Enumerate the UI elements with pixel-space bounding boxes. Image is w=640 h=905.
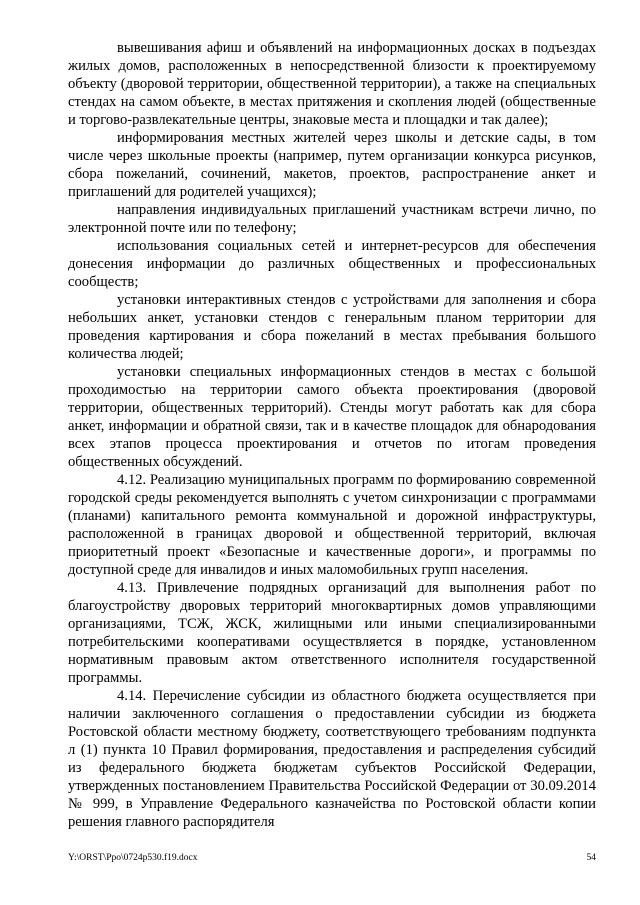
page-footer bbox=[68, 853, 596, 864]
paragraph: направления индивидуальных приглашений участникам встречи лично, по электронной почте или по телефону; bbox=[68, 202, 596, 236]
paragraph-4-12: 4.12. Реализацию муниципальных программ по формированию современной городской среды рекомендуется выполнять с учетом синхронизации с программами (планами) капитального ремонта коммунальной и дорожной инфраструктуры, расположенной в границах дворовой и общественной территорий, включая приоритетный проект «Безопасные и качественные дороги», и программы по доступной среде для инвалидов и иных маломобильных групп населения. bbox=[68, 472, 596, 578]
paragraph-4-14: 4.14. Перечисление субсидии из областного бюджета осуществляется при наличии заключенного соглашения о предоставлении субсидии из бюджета Ростовской области местному бюджету, соответствующего требованиям подпункта л (1) пункта 10 Правил формирования, предоставления и распределения субсидий из федерального бюджета бюджетам субъектов Российской Федерации, утвержденных постановлением Правительства Российской Федерации от 30.09.2014 № 999, в Управление Федерального казначейства по Ростовской области копии решения главного распорядителя bbox=[68, 688, 596, 830]
document-body bbox=[68, 39, 596, 831]
paragraph: установки специальных информационных стендов в местах с большой проходимостью на территории самого объекта проектирования (дворовой территории, общественных территорий). Стенды могут работать как для сбора анкет, информации и обратной связи, так и в качестве площадок для обнародования всех этапов процесса проектирования и отчетов по итогам проведения общественных обсуждений. bbox=[68, 364, 596, 470]
paragraph: установки интерактивных стендов с устройствами для заполнения и сбора небольших анкет, установки стендов с генеральным планом территории для проведения картирования и сбора пожеланий в местах пребывания большого количества людей; bbox=[68, 292, 596, 362]
page-number: 54 bbox=[586, 853, 596, 863]
paragraph: использования социальных сетей и интернет-ресурсов для обеспечения донесения информации до различных общественных и профессиональных сообществ; bbox=[68, 238, 596, 290]
paragraph: вывешивания афиш и объявлений на информационных досках в подъездах жилых домов, расположенных в непосредственной близости к проектируемому объекту (дворовой территории, общественной территории), а также на специальных стендах на самом объекте, в местах притяжения и скопления людей (общественные и торгово-развлекательные центры, знаковые места и площадки и так далее); bbox=[68, 40, 596, 128]
footer-file-path: Y:\ORST\Ppo\0724p530.f19.docx bbox=[68, 853, 198, 863]
paragraph: информирования местных жителей через школы и детские сады, в том числе через школьные проекты (например, путем организации конкурса рисунков, сбора пожеланий, сочинений, макетов, проектов, распространение анкет и приглашений для родителей учащихся); bbox=[68, 130, 596, 200]
paragraph-4-13: 4.13. Привлечение подрядных организаций для выполнения работ по благоустройству дворовых территорий многоквартирных домов управляющими организациями, ТСЖ, ЖСК, жилищными или иными специализированными потребительскими кооперативами осуществляется в порядке, установленном нормативным правовым актом ответственного исполнителя государственной программы. bbox=[68, 580, 596, 686]
